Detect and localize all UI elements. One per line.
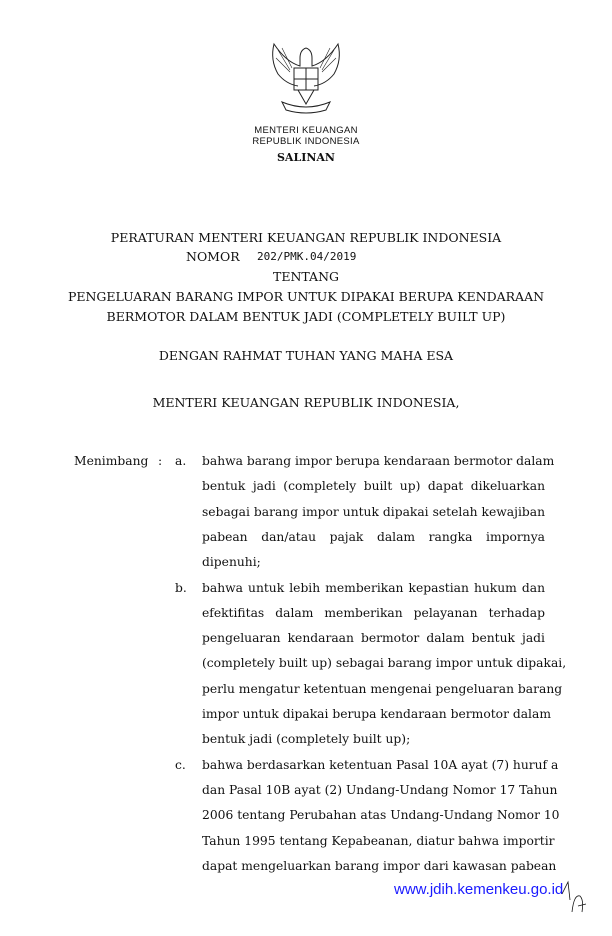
item-marker: b. — [175, 580, 187, 595]
minister-line: MENTERI KEUANGAN REPUBLIK INDONESIA, — [152, 395, 460, 410]
paraf-signature-icon — [560, 876, 590, 916]
item-text-line: 2006 tentang Perubahan atas Undang-Undang Nomor 10 — [202, 808, 560, 823]
item-text-line: (completely built up) sebagai barang impor untuk dipakai, — [202, 656, 567, 671]
item-text-line: dipenuhi; — [202, 555, 261, 570]
item-text-line: efektifitas dalam memberikan pelayanan terhadap — [202, 605, 545, 620]
tentang: TENTANG — [272, 269, 339, 284]
item-text-line: pengeluaran kendaraan bermotor dalam bentuk jadi — [202, 631, 545, 646]
item-text-line: bahwa barang impor berupa kendaraan bermotor dalam — [202, 454, 555, 468]
subject-line-2: BERMOTOR DALAM BENTUK JADI (COMPLETELY BUILT UP) — [106, 309, 506, 324]
item-text-line: impor untuk dipakai berupa kendaraan bermotor dalam — [202, 707, 551, 721]
invocation: DENGAN RAHMAT TUHAN YANG MAHA ESA — [158, 348, 454, 363]
menimbang-colon: : — [158, 454, 163, 468]
item-text-line: perlu mengatur ketentuan mengenai pengeluaran barang — [202, 681, 563, 696]
garuda-emblem-icon — [262, 40, 350, 120]
item-text-line: bentuk jadi (completely built up) dapat dikeluarkan — [202, 479, 545, 494]
jdih-url-link[interactable]: www.jdih.kemenkeu.go.id — [394, 881, 564, 898]
salinan-stamp: SALINAN — [276, 151, 335, 164]
item-text-line: bahwa berdasarkan ketentuan Pasal 10A ayat (7) huruf a — [202, 757, 559, 772]
subject-line-1: PENGELUARAN BARANG IMPOR UNTUK DIPAKAI BERUPA KENDARAAN — [67, 289, 545, 304]
item-text-line: bentuk jadi (completely built up); — [202, 732, 411, 747]
item-marker: a. — [175, 454, 187, 468]
item-marker: c. — [175, 757, 186, 772]
header-ministry: MENTERI KEUANGAN — [254, 125, 358, 136]
item-text-line: sebagai barang impor untuk dipakai setelah kewajiban — [202, 504, 545, 519]
item-text-line: pabean dan/atau pajak dalam rangka impornya — [202, 529, 545, 544]
header-country: REPUBLIK INDONESIA — [252, 136, 360, 147]
menimbang-label: Menimbang — [74, 454, 149, 468]
item-text-line: dan Pasal 10B ayat (2) Undang-Undang Nomor 17 Tahun — [202, 782, 558, 797]
nomor-label: NOMOR — [186, 249, 240, 264]
item-text-line: bahwa untuk lebih memberikan kepastian hukum dan — [202, 580, 545, 595]
nomor-value: 202/PMK.04/2019 — [257, 250, 357, 263]
item-text-line: dapat mengeluarkan barang impor dari kawasan pabean — [202, 858, 557, 873]
regulation-title: PERATURAN MENTERI KEUANGAN REPUBLIK INDONESIA — [110, 230, 502, 245]
item-text-line: Tahun 1995 tentang Kepabeanan, diatur bahwa importir — [202, 833, 555, 848]
